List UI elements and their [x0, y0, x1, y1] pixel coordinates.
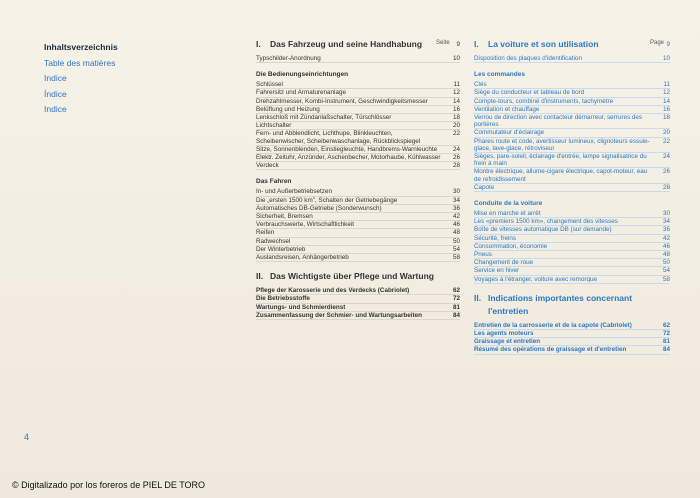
- section-heading: [256, 38, 460, 51]
- section-heading: [474, 292, 670, 318]
- toc-entry-text: Verrou de direction avec contacteur démarreur, serrures des portières: [474, 114, 643, 129]
- toc-entry-page: 72: [662, 330, 670, 338]
- toc-entry-text: In- und Außerbetriebsetzen: [256, 188, 332, 196]
- toc-entry-page: 22: [662, 137, 670, 145]
- section-page: 9: [456, 41, 460, 48]
- toc-entry: [474, 330, 670, 338]
- toc-entry-text: Sitze, Sonnenblenden, Einstiegleuchte, Handbrems-Warnleuchte: [256, 145, 438, 153]
- toc-entry-text: Elektr. Zeituhr, Anzünder, Aschenbecher, Motorhaube, Kühlwasser: [256, 154, 441, 162]
- toc-entry-text: Lichtschalter: [256, 122, 292, 130]
- toc-entry-text: Reifen: [256, 229, 275, 237]
- toc-entry-page: 30: [452, 188, 460, 196]
- toc-entry-text: Sicherheit, Bremsen: [256, 213, 313, 221]
- group-heading: Conduite de la voiture: [474, 200, 543, 208]
- toc-entry: [256, 162, 460, 170]
- section-heading: [256, 270, 460, 283]
- toc-entry: [474, 138, 670, 153]
- toc-entry-page: 42: [452, 213, 460, 221]
- toc-entry: [474, 184, 670, 192]
- group-heading: Les commandes: [474, 71, 525, 79]
- toc-entry-text: Zusammenfassung der Schmier- und Wartungsarbeiten: [256, 311, 422, 319]
- language-index: [44, 40, 184, 118]
- column-header-seite: Seite: [436, 40, 450, 46]
- toc-entry: [256, 312, 460, 320]
- toc-entry: [256, 89, 460, 97]
- toc-entry: [256, 205, 460, 213]
- toc-entry-page: 30: [662, 210, 670, 218]
- toc-entry-page: 54: [452, 245, 460, 253]
- section-title: Indications importantes concernant l'entretien: [488, 292, 633, 316]
- toc-entry-page: 28: [662, 183, 670, 191]
- toc-entry: [474, 81, 670, 89]
- toc-entry-text: Drehzahlmesser, Kombi-Instrument, Geschwindigkeitsmesser: [256, 97, 428, 105]
- toc-entry-page: 12: [662, 89, 670, 97]
- toc-entry-text: Verbrauchswerte, Wirtschaftlichkeit: [256, 221, 354, 229]
- toc-entry-text: Verdeck: [256, 162, 279, 170]
- section-gap: [474, 284, 670, 292]
- toc-entry-text: Der Winterbetrieb: [256, 245, 306, 253]
- section-number: II.: [256, 271, 264, 282]
- toc-entry-text: Die Betriebsstoffe: [256, 295, 310, 303]
- toc-entry: [256, 114, 460, 122]
- toc-entry-page: 84: [662, 346, 670, 354]
- toc-entry-text: Pneus: [474, 251, 492, 259]
- toc-entry: [256, 55, 460, 63]
- toc-entry-page: 34: [662, 218, 670, 226]
- toc-entry: [474, 322, 670, 330]
- toc-entry-page: 14: [662, 97, 670, 105]
- toc-entry-text: Lenkschloß mit Zündanlaßschalter, Türschlösser: [256, 114, 392, 122]
- toc-entry-page: 28: [452, 162, 460, 170]
- toc-entry: [256, 146, 460, 154]
- toc-entry-text: Belüftung und Heizung: [256, 105, 320, 113]
- toc-entry: [474, 226, 670, 234]
- section-gap: [256, 262, 460, 270]
- toc-entry-page: 54: [662, 267, 670, 275]
- toc-entry: [256, 130, 460, 145]
- toc-entry: [256, 254, 460, 262]
- toc-entry: [474, 235, 670, 243]
- toc-entry-page: 24: [452, 145, 460, 153]
- toc-entry: [474, 267, 670, 275]
- section-title: La voiture et son utilisation: [488, 39, 599, 49]
- toc-entry-text: Fahrersitz und Armaturenanlage: [256, 89, 346, 97]
- toc-entry-page: 46: [662, 242, 670, 250]
- toc-entry-page: 10: [662, 55, 670, 62]
- toc-entry-text: Schlüssel: [256, 81, 283, 89]
- toc-entry: [474, 251, 670, 259]
- toc-entry-text: Entretien de la carrosserie et de la capote (Cabriolet): [474, 321, 632, 329]
- toc-entry-text: Consommation, économie: [474, 242, 548, 250]
- toc-entry-page: 62: [452, 287, 460, 295]
- section-heading: [474, 38, 670, 51]
- toc-entry-text: Clés: [474, 81, 487, 89]
- toc-entry: [474, 168, 670, 183]
- column-header-page: Page: [650, 40, 665, 46]
- toc-entry-text: Montre électrique, allume-cigare électrique, capot-moteur, eau de refroidissement: [474, 168, 648, 183]
- toc-entry-text: Auslandsreisen, Anhängerbetrieb: [256, 254, 349, 262]
- toc-entry-page: 18: [452, 114, 460, 122]
- toc-entry-text: Sièges, pare-soleil, éclairage d'entrée, lampe signalisatrice du frein à main: [474, 153, 647, 168]
- toc-entry: [474, 129, 670, 137]
- toc-entry-text: Pflege der Karosserie und des Verdecks (Cabriolet): [256, 287, 410, 295]
- toc-entry-text: Ventilation et chauffage: [474, 105, 540, 113]
- group-heading: Die Bedienungseinrichtungen: [256, 71, 349, 79]
- toc-entry-text: Wartungs- und Schmierdienst: [256, 303, 346, 311]
- toc-entry-page: 48: [662, 251, 670, 259]
- toc-entry: [474, 106, 670, 114]
- toc-entry: [256, 213, 460, 221]
- toc-entry: [256, 238, 460, 246]
- toc-entry: [256, 197, 460, 205]
- toc-column-french: [474, 38, 670, 355]
- toc-entry: [256, 106, 460, 114]
- toc-entry: [256, 188, 460, 196]
- toc-entry-page: 11: [663, 81, 670, 89]
- toc-entry: [474, 259, 670, 267]
- toc-entry: [474, 114, 670, 129]
- toc-entry: [256, 81, 460, 89]
- toc-entry-page: 42: [662, 234, 670, 242]
- section-page: 9: [666, 41, 670, 48]
- toc-entry: [256, 229, 460, 237]
- toc-entry-text: Sécurité, freins: [474, 234, 516, 242]
- toc-entry-page: 58: [662, 275, 670, 283]
- toc-entry: [474, 89, 670, 97]
- toc-entry-text: Typschilder-Anordnung: [256, 55, 321, 62]
- section-number: I.: [474, 39, 479, 49]
- toc-entry: [256, 154, 460, 162]
- index-title-it: Indice: [44, 73, 67, 83]
- toc-entry-page: 81: [452, 303, 460, 311]
- toc-entry: [256, 98, 460, 106]
- toc-entry-page: 20: [452, 122, 460, 130]
- toc-entry: [256, 295, 460, 303]
- toc-entry-text: Die „ersten 1500 km", Schalten der Getriebegänge: [256, 196, 398, 204]
- toc-entry-page: 62: [662, 321, 670, 329]
- index-title-pt: Indice: [44, 104, 67, 114]
- toc-entry-page: 26: [662, 168, 670, 176]
- toc-entry-text: Commutateur d'éclairage: [474, 129, 545, 137]
- toc-entry-page: 84: [452, 311, 460, 319]
- toc-entry-page: 11: [453, 81, 460, 89]
- toc-entry-text: Disposition des plaques d'identification: [474, 55, 582, 62]
- toc-entry-text: Changement de roue: [474, 259, 534, 267]
- toc-entry-page: 22: [452, 130, 460, 138]
- page-number: 4: [24, 432, 30, 442]
- index-title-es: Índice: [44, 88, 67, 99]
- group-heading: Das Fahren: [256, 178, 292, 186]
- toc-entry-page: 26: [452, 154, 460, 162]
- toc-column-german: [256, 38, 460, 320]
- toc-entry: [256, 246, 460, 254]
- section-title: Das Wichtigste über Pflege und Wartung: [270, 271, 434, 282]
- toc-entry-page: 50: [452, 237, 460, 245]
- toc-entry: [256, 122, 460, 130]
- index-title-fr: Table des matières: [44, 57, 116, 68]
- toc-entry-page: 18: [662, 114, 670, 122]
- toc-entry-text: Boîte de vitesses automatique DB (sur demande): [474, 226, 612, 234]
- toc-entry: [474, 218, 670, 226]
- toc-entry-text: Automatisches DB-Getriebe (Sonderwunsch): [256, 204, 382, 212]
- toc-entry-page: 81: [662, 338, 670, 346]
- toc-entry-page: 46: [452, 221, 460, 229]
- toc-entry-text: Siège du conducteur et tableau de bord: [474, 89, 585, 97]
- toc-entry-page: 36: [452, 204, 460, 212]
- toc-entry-text: Voyages à l'étranger, voiture avec remorque: [474, 275, 598, 283]
- toc-entry: [474, 153, 670, 168]
- toc-entry-text: Service en hiver: [474, 267, 520, 275]
- footer-credit: © Digitalizado por los foreros de PIEL DE TORO: [12, 480, 206, 490]
- toc-entry-page: 58: [452, 254, 460, 262]
- toc-entry-text: Fern- und Abblendlicht, Lichthupe, Blinkleuchten, Scheibenwischer, Scheibenwaschanlage, Rückblickspiegel: [256, 130, 421, 145]
- toc-entry-page: 16: [662, 105, 670, 113]
- toc-entry: [474, 55, 670, 63]
- toc-entry-page: 10: [452, 55, 460, 62]
- index-title-de: Inhaltsverzeichnis: [44, 42, 118, 52]
- section-number: I.: [256, 39, 261, 49]
- toc-entry-page: 72: [452, 295, 460, 303]
- toc-entry-page: 16: [452, 105, 460, 113]
- toc-entry-page: 12: [452, 89, 460, 97]
- toc-entry: [474, 338, 670, 346]
- toc-entry-text: Radwechsel: [256, 237, 291, 245]
- toc-entry: [474, 346, 670, 354]
- toc-entry-page: 14: [452, 97, 460, 105]
- toc-entry-text: Mise en marche et arrêt: [474, 210, 541, 218]
- toc-entry-text: Les «premiers 1500 km», changement des vitesses: [474, 218, 618, 226]
- toc-entry: [474, 276, 670, 284]
- toc-entry-page: 36: [662, 226, 670, 234]
- section-number: II.: [474, 292, 482, 303]
- toc-entry-page: 48: [452, 229, 460, 237]
- toc-entry: [474, 98, 670, 106]
- toc-entry-text: Graissage et entretien: [474, 338, 541, 346]
- toc-entry-text: Compte-tours, combiné d'instruments, tachymètre: [474, 97, 614, 105]
- toc-entry: [256, 221, 460, 229]
- toc-entry-text: Phares route et code, avertisseur lumineux, clignoteurs essuie-glace, lave-glace, rétroviseur: [474, 137, 650, 152]
- toc-entry: [474, 243, 670, 251]
- toc-entry-page: 24: [662, 153, 670, 161]
- toc-entry-page: 20: [662, 129, 670, 137]
- toc-entry-text: Capote: [474, 183, 495, 191]
- toc-entry-page: 34: [452, 196, 460, 204]
- section-title: Das Fahrzeug und seine Handhabung: [270, 39, 423, 49]
- toc-entry: [256, 304, 460, 312]
- toc-entry-page: 50: [662, 259, 670, 267]
- toc-entry: [474, 210, 670, 218]
- toc-entry-text: Résumé des opérations de graissage et d'entretien: [474, 346, 627, 354]
- toc-entry: [256, 287, 460, 295]
- toc-entry-text: Les agents moteurs: [474, 330, 534, 338]
